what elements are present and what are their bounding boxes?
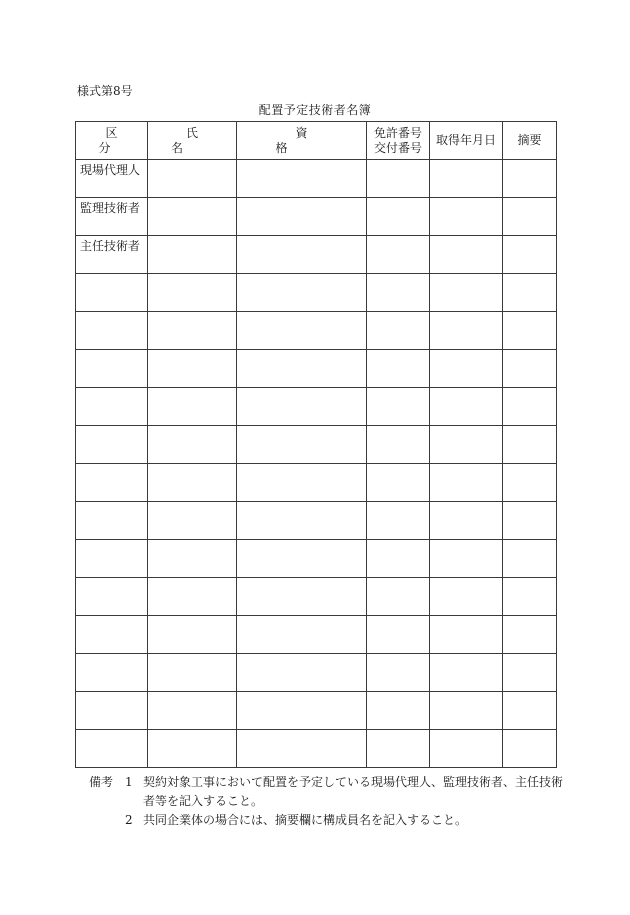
- cell-remarks: [503, 160, 557, 198]
- cell-acquisition-date: [430, 388, 503, 426]
- cell-acquisition-date: [430, 312, 503, 350]
- cell-license-number: [367, 692, 430, 730]
- technician-roster-table: [75, 121, 557, 768]
- cell-text: [430, 350, 502, 353]
- cell-text: [503, 236, 556, 239]
- cell-text: [148, 274, 236, 277]
- cell-text: [148, 426, 236, 429]
- cell-text: [430, 388, 502, 391]
- cell-license-number: [367, 160, 430, 198]
- cell-text: [148, 198, 236, 201]
- cell-qualification: [237, 388, 367, 426]
- cell-text: [237, 350, 366, 353]
- cell-text: [367, 502, 429, 505]
- cell-text: [148, 654, 236, 657]
- remark-note-number: 2: [125, 813, 133, 827]
- cell-text: [148, 692, 236, 695]
- remark-note-text: 契約対象工事において配置を予定している現場代理人、監理技術者、主任技術者等を記入すること。: [143, 775, 564, 808]
- cell-text: [148, 616, 236, 619]
- table-row: [76, 540, 557, 578]
- table-row: [76, 692, 557, 730]
- cell-qualification: [237, 160, 367, 198]
- cell-text: [76, 426, 147, 429]
- cell-license-number: [367, 578, 430, 616]
- cell-text: [503, 160, 556, 163]
- cell-category: [76, 236, 148, 274]
- cell-name: [148, 160, 237, 198]
- cell-remarks: [503, 198, 557, 236]
- cell-category: [76, 540, 148, 578]
- cell-remarks: [503, 274, 557, 312]
- table-row: [76, 312, 557, 350]
- cell-text: [76, 540, 147, 543]
- cell-text: [76, 502, 147, 505]
- cell-remarks: [503, 578, 557, 616]
- cell-text: [76, 654, 147, 657]
- cell-text: [430, 654, 502, 657]
- header-qualification: 資 格: [237, 122, 367, 160]
- cell-acquisition-date: [430, 198, 503, 236]
- cell-text: [148, 350, 236, 353]
- cell-category: [76, 160, 148, 198]
- remarks-label: 備考: [89, 775, 114, 789]
- cell-text: [503, 426, 556, 429]
- cell-name: [148, 312, 237, 350]
- cell-acquisition-date: [430, 464, 503, 502]
- cell-license-number: [367, 730, 430, 768]
- table-row: [76, 616, 557, 654]
- cell-acquisition-date: [430, 692, 503, 730]
- table-row: [76, 426, 557, 464]
- cell-qualification: [237, 426, 367, 464]
- cell-text: [367, 198, 429, 201]
- table-row: [76, 654, 557, 692]
- cell-text: [430, 236, 502, 239]
- cell-text: [503, 198, 556, 201]
- cell-text: [503, 350, 556, 353]
- cell-text: [148, 160, 236, 163]
- cell-license-number: [367, 654, 430, 692]
- cell-text: [430, 274, 502, 277]
- cell-name: [148, 426, 237, 464]
- cell-text: [237, 236, 366, 239]
- cell-text: [237, 198, 366, 201]
- cell-category: [76, 312, 148, 350]
- cell-license-number: [367, 464, 430, 502]
- cell-category: [76, 692, 148, 730]
- cell-text: [237, 274, 366, 277]
- cell-category: [76, 502, 148, 540]
- cell-acquisition-date: [430, 350, 503, 388]
- cell-qualification: [237, 502, 367, 540]
- cell-text: [503, 312, 556, 315]
- cell-text: [367, 654, 429, 657]
- cell-text: [503, 654, 556, 657]
- cell-qualification: [237, 692, 367, 730]
- table-row: [76, 274, 557, 312]
- document-title: 配置予定技術者名簿: [258, 103, 372, 117]
- cell-text: [237, 578, 366, 581]
- cell-text: [367, 236, 429, 239]
- cell-text: [76, 616, 147, 619]
- cell-text: [367, 578, 429, 581]
- cell-acquisition-date: [430, 578, 503, 616]
- cell-text: [430, 198, 502, 201]
- cell-text: [367, 426, 429, 429]
- cell-text: [76, 350, 147, 353]
- cell-category: [76, 198, 148, 236]
- cell-text: [367, 692, 429, 695]
- cell-text: [430, 160, 502, 163]
- cell-text: [367, 350, 429, 353]
- cell-text: [76, 312, 147, 315]
- cell-text: [237, 388, 366, 391]
- cell-remarks: [503, 236, 557, 274]
- cell-name: [148, 540, 237, 578]
- remark-note-text: 共同企業体の場合には、摘要欄に構成員名を記入すること。: [143, 813, 468, 827]
- cell-text: [148, 464, 236, 467]
- cell-name: [148, 464, 237, 502]
- cell-text: [237, 502, 366, 505]
- table-row: [76, 236, 557, 274]
- cell-name: [148, 236, 237, 274]
- cell-text: [367, 388, 429, 391]
- cell-qualification: [237, 730, 367, 768]
- cell-name: [148, 654, 237, 692]
- cell-text: [503, 464, 556, 467]
- cell-remarks: [503, 426, 557, 464]
- cell-text: [367, 540, 429, 543]
- cell-remarks: [503, 388, 557, 426]
- cell-name: [148, 692, 237, 730]
- cell-name: [148, 502, 237, 540]
- cell-remarks: [503, 654, 557, 692]
- cell-qualification: [237, 464, 367, 502]
- cell-text: [76, 578, 147, 581]
- cell-text: [430, 312, 502, 315]
- cell-qualification: [237, 198, 367, 236]
- cell-category: [76, 274, 148, 312]
- table-row: [76, 578, 557, 616]
- cell-acquisition-date: [430, 540, 503, 578]
- cell-text: [367, 274, 429, 277]
- cell-text: [430, 578, 502, 581]
- cell-category: [76, 388, 148, 426]
- cell-text: [430, 616, 502, 619]
- cell-remarks: [503, 692, 557, 730]
- cell-license-number: [367, 350, 430, 388]
- cell-text: [148, 312, 236, 315]
- cell-text: [503, 502, 556, 505]
- cell-text: [237, 312, 366, 315]
- table-row: [76, 464, 557, 502]
- cell-text: [503, 388, 556, 391]
- cell-qualification: [237, 616, 367, 654]
- header-license-number: 免許番号 交付番号: [367, 122, 430, 160]
- cell-text: 主任技術者: [80, 239, 141, 253]
- cell-acquisition-date: [430, 654, 503, 692]
- cell-qualification: [237, 654, 367, 692]
- form-number: 様式第8号: [77, 84, 133, 98]
- cell-remarks: [503, 540, 557, 578]
- cell-text: [367, 312, 429, 315]
- cell-remarks: [503, 730, 557, 768]
- cell-acquisition-date: [430, 274, 503, 312]
- table-header-row: [76, 122, 557, 160]
- cell-text: [148, 540, 236, 543]
- cell-text: [367, 464, 429, 467]
- cell-text: [503, 540, 556, 543]
- cell-name: [148, 274, 237, 312]
- cell-qualification: [237, 274, 367, 312]
- table-row: [76, 502, 557, 540]
- cell-remarks: [503, 616, 557, 654]
- cell-text: [503, 730, 556, 733]
- cell-license-number: [367, 312, 430, 350]
- cell-text: [148, 502, 236, 505]
- cell-text: [430, 426, 502, 429]
- cell-license-number: [367, 540, 430, 578]
- table-row: [76, 388, 557, 426]
- remark-note-number: 1: [125, 775, 133, 789]
- cell-text: [237, 654, 366, 657]
- cell-name: [148, 730, 237, 768]
- cell-text: [503, 274, 556, 277]
- cell-name: [148, 350, 237, 388]
- header-acquisition-date: 取得年月日: [430, 122, 503, 160]
- cell-license-number: [367, 502, 430, 540]
- cell-text: [237, 160, 366, 163]
- cell-text: [76, 274, 147, 277]
- cell-text: [148, 578, 236, 581]
- cell-text: [237, 540, 366, 543]
- table-row: [76, 350, 557, 388]
- table-row: [76, 730, 557, 768]
- table-row: [76, 160, 557, 198]
- cell-text: [430, 692, 502, 695]
- cell-remarks: [503, 464, 557, 502]
- cell-acquisition-date: [430, 502, 503, 540]
- cell-text: [76, 464, 147, 467]
- cell-text: [430, 464, 502, 467]
- cell-text: [430, 540, 502, 543]
- cell-name: [148, 388, 237, 426]
- cell-text: [148, 236, 236, 239]
- cell-category: [76, 730, 148, 768]
- table-body: [76, 160, 557, 768]
- cell-qualification: [237, 578, 367, 616]
- cell-acquisition-date: [430, 426, 503, 464]
- cell-text: [237, 426, 366, 429]
- cell-text: [76, 692, 147, 695]
- cell-category: [76, 654, 148, 692]
- header-remarks: 摘要: [503, 122, 557, 160]
- cell-name: [148, 616, 237, 654]
- cell-text: [76, 388, 147, 391]
- cell-text: [367, 730, 429, 733]
- cell-text: [430, 730, 502, 733]
- cell-remarks: [503, 350, 557, 388]
- cell-text: 監理技術者: [80, 201, 141, 215]
- cell-category: [76, 350, 148, 388]
- cell-text: 現場代理人: [80, 163, 141, 177]
- header-name: 氏 名: [148, 122, 237, 160]
- cell-qualification: [237, 350, 367, 388]
- cell-acquisition-date: [430, 160, 503, 198]
- cell-qualification: [237, 312, 367, 350]
- cell-text: [76, 730, 147, 733]
- cell-license-number: [367, 274, 430, 312]
- cell-license-number: [367, 426, 430, 464]
- cell-category: [76, 464, 148, 502]
- cell-category: [76, 578, 148, 616]
- cell-license-number: [367, 236, 430, 274]
- cell-category: [76, 616, 148, 654]
- cell-text: [148, 730, 236, 733]
- cell-license-number: [367, 616, 430, 654]
- cell-qualification: [237, 236, 367, 274]
- cell-remarks: [503, 502, 557, 540]
- cell-text: [237, 692, 366, 695]
- cell-acquisition-date: [430, 730, 503, 768]
- cell-text: [503, 616, 556, 619]
- cell-remarks: [503, 312, 557, 350]
- cell-category: [76, 426, 148, 464]
- cell-text: [237, 616, 366, 619]
- cell-name: [148, 578, 237, 616]
- cell-name: [148, 198, 237, 236]
- cell-text: [503, 578, 556, 581]
- cell-text: [237, 730, 366, 733]
- cell-acquisition-date: [430, 616, 503, 654]
- cell-text: [237, 464, 366, 467]
- table-row: [76, 198, 557, 236]
- cell-text: [503, 692, 556, 695]
- cell-text: [367, 160, 429, 163]
- cell-text: [148, 388, 236, 391]
- cell-license-number: [367, 388, 430, 426]
- header-category: 区 分: [76, 122, 148, 160]
- cell-qualification: [237, 540, 367, 578]
- cell-text: [430, 502, 502, 505]
- cell-text: [367, 616, 429, 619]
- cell-license-number: [367, 198, 430, 236]
- cell-acquisition-date: [430, 236, 503, 274]
